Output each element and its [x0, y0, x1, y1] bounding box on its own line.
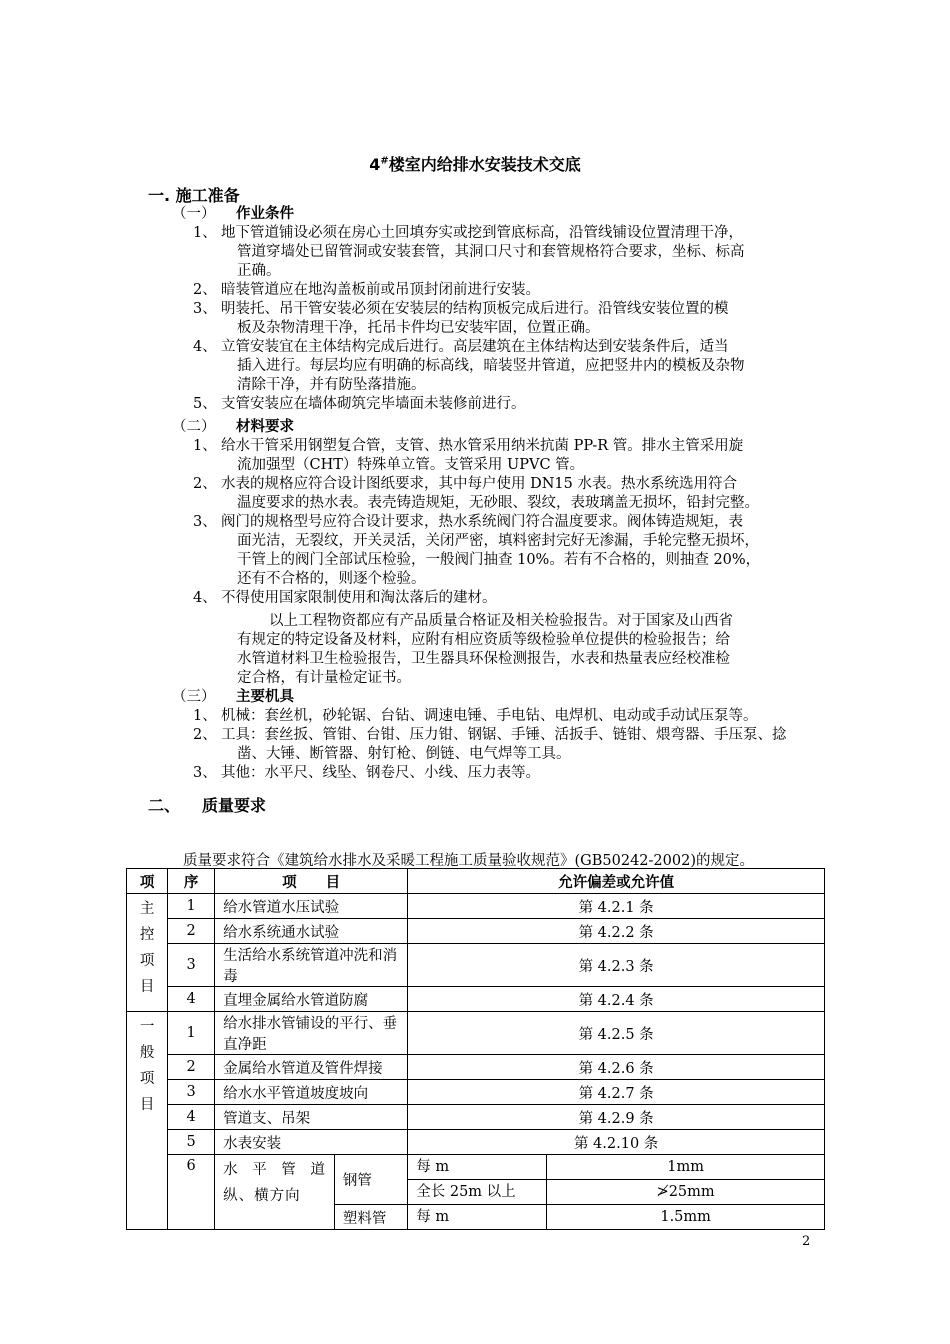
row6-sub-desc: 全长 25m 以上: [408, 1180, 547, 1204]
list-item-line: 立管安装宜在主体结构完成后进行。高层建筑在主体结构达到安装条件后，适当: [221, 339, 729, 355]
list-item: [193, 475, 813, 513]
list-item-line: 暗装管道应在地沟盖板前或吊顶封闭前进行安装。: [221, 282, 540, 298]
header-value-col: 允许偏差或允许值: [408, 869, 825, 894]
row6-steel: 钢管: [334, 1155, 407, 1205]
row-item: 生活给水系统管道冲洗和消毒: [215, 944, 408, 987]
section2-title: 质量要求: [202, 796, 267, 815]
table-row: [127, 1012, 825, 1055]
row-item: 管道支、吊架: [215, 1105, 408, 1130]
section2-label: 二、: [148, 796, 181, 815]
row-seq: 4: [168, 987, 215, 1012]
row-seq: 3: [168, 944, 215, 987]
sub2-label: （二）: [172, 419, 216, 435]
row-item: 给水水平管道坡度坡向: [215, 1080, 408, 1105]
row6-sub-desc: 每 m: [408, 1155, 547, 1179]
table-row: [127, 1105, 825, 1130]
table-header-row: [127, 869, 825, 894]
sub2-heading: [172, 418, 294, 437]
row6-item-line2: 纵、横方向: [223, 1188, 301, 1204]
list-item-line: 机械：套丝机，砂轮锯、台钻、调速电锤、手电钻、电焊机、电动或手动试压泵等。: [221, 708, 758, 724]
list-item-line: 正确。: [237, 263, 281, 279]
group-char: 般: [139, 1045, 155, 1061]
row-value: 第 4.2.1 条: [408, 894, 825, 919]
row-item: 给水系统通水试验: [215, 919, 408, 944]
list-item: [193, 764, 813, 783]
list-item-number: 1、: [193, 708, 217, 724]
general-rows: [127, 1012, 825, 1230]
list-item-line: 面光洁，无裂纹，开关灵活，关闭严密，填料密封完好无渗漏，手轮完整无损坏，: [237, 533, 759, 549]
table-row: [127, 944, 825, 987]
paragraph-line: 定合格，有计量检定证书。: [237, 670, 411, 686]
row-seq: 2: [168, 919, 215, 944]
table-row: [127, 1080, 825, 1105]
group-char: 目: [139, 979, 155, 995]
row-item: 给水管道水压试验: [215, 894, 408, 919]
row-seq: 3: [168, 1080, 215, 1105]
row-value: 第 4.2.9 条: [408, 1105, 825, 1130]
list-item: [193, 281, 813, 300]
list-item-number: 5、: [193, 396, 217, 412]
list-item-number: 1、: [193, 225, 217, 241]
row6-sub-desc: 每 m: [408, 1205, 547, 1229]
list-item-line: 温度要求的热水表。表壳铸造规矩，无砂眼、裂纹，表玻璃盖无损坏，铅封完整。: [237, 495, 759, 511]
row6-sub-value: ≯25mm: [656, 1184, 715, 1200]
list-item: [193, 224, 813, 281]
section2-heading: [148, 796, 266, 815]
title-sup: #: [380, 155, 389, 167]
list-item-line: 水表的规格应符合设计图纸要求，其中每户使用 DN15 水表。热水系统选用符合: [221, 476, 737, 492]
table-row: [127, 1055, 825, 1080]
title-prefix: 4: [369, 155, 381, 174]
list-item: [193, 707, 813, 726]
header-name-col: 项 目: [215, 869, 408, 894]
row-value: 第 4.2.6 条: [408, 1055, 825, 1080]
sub2-title: 材料要求: [236, 419, 294, 435]
list-item-line: 其他：水平尺、线坠、钢卷尺、小线、压力表等。: [221, 765, 540, 781]
row-value: 第 4.2.7 条: [408, 1080, 825, 1105]
list-item: [193, 395, 813, 414]
list-item-number: 2、: [193, 727, 217, 743]
row6-sub-value: 1mm: [667, 1159, 704, 1175]
group-char: 主: [139, 901, 155, 917]
row-value: 第 4.2.2 条: [408, 919, 825, 944]
header-item-col: 项: [127, 869, 168, 894]
list-item-line: 不得使用国家限制使用和淘汰落后的建材。: [221, 590, 497, 606]
list-item-number: 3、: [193, 301, 217, 317]
list-item: [193, 437, 813, 475]
header-seq-col: 序: [168, 869, 215, 894]
list-item-line: 工具：套丝扳、管钳、台钳、压力钳、钢锯、手锤、活扳手、链钳、煨弯器、手压泵、捻: [221, 727, 787, 743]
sub3-title: 主要机具: [236, 689, 294, 705]
quality-table: [126, 868, 825, 1230]
sub3-heading: [172, 688, 294, 707]
list-item-line: 清除干净，并有防坠落措施。: [237, 377, 426, 393]
list-item-line: 板及杂物清理干净，托吊卡件均已安装牢固，位置正确。: [237, 320, 600, 336]
table-row: [127, 1155, 825, 1180]
list-item-line: 明装托、吊干管安装必须在安装层的结构顶板完成后进行。沿管线安装位置的模: [221, 301, 729, 317]
row6-sub-cell: [408, 1180, 825, 1205]
list-item-line: 阀门的规格型号应符合设计要求，热水系统阀门符合温度要求。阀体铸造规矩，表: [221, 514, 743, 530]
list-item-line: 还有不合格的，则逐个检验。: [237, 571, 426, 587]
table-row: [127, 1130, 825, 1155]
group-char: 项: [139, 1071, 155, 1087]
list-item-number: 1、: [193, 438, 217, 454]
list-item-line: 支管安装应在墙体砌筑完毕墙面未装修前进行。: [221, 396, 526, 412]
list-item: [193, 513, 813, 589]
sub1-title: 作业条件: [236, 206, 294, 222]
row6-item-line1: 水 平 管 道: [223, 1162, 330, 1178]
list-item-line: 流加强型（CHT）特殊单立管。支管采用 UPVC 管。: [237, 457, 585, 473]
section1-heading: 一. 施工准备: [148, 186, 240, 205]
row6-item: [215, 1155, 335, 1230]
list-item-line: 给水干管采用钢塑复合管，支管、热水管采用纳米抗菌 PP-R 管。排水主管采用旋: [221, 438, 744, 454]
row-item: 水表安装: [215, 1130, 408, 1155]
list-item-line: 管道穿墙处已留管洞或安装套管，其洞口尺寸和套管规格符合要求，坐标、标高: [237, 244, 745, 260]
list-item-number: 3、: [193, 765, 217, 781]
list-item-number: 3、: [193, 514, 217, 530]
row-item: 直埋金属给水管道防腐: [215, 987, 408, 1012]
paragraph-line: 有规定的特定设备及材料，应附有相应资质等级检验单位提供的检验报告；给: [237, 632, 730, 648]
row-item: 给水排水管铺设的平行、垂直净距: [215, 1012, 408, 1055]
row-value: 第 4.2.5 条: [408, 1012, 825, 1055]
list-item: [193, 726, 813, 764]
row6-plastic: 塑料管: [334, 1205, 407, 1230]
row-seq: 4: [168, 1105, 215, 1130]
list-item: [193, 300, 813, 338]
row-value: 第 4.2.3 条: [408, 944, 825, 987]
page-number: 2: [802, 1234, 811, 1249]
row-item: 金属给水管道及管件焊接: [215, 1055, 408, 1080]
sub3-label: （三）: [172, 689, 216, 705]
quality-intro: 质量要求符合《建筑给水排水及采暖工程施工质量验收规范》(GB50242-2002)的规定。: [183, 853, 754, 869]
list-item: [193, 338, 813, 395]
table-row: [127, 987, 825, 1012]
paragraph-line: 水管道材料卫生检验报告，卫生器具环保检测报告，水表和热量表应经校准检: [237, 651, 730, 667]
list-item-line: 插入进行。每层均应有明确的标高线，暗装竖井管道，应把竖井内的模板及杂物: [237, 358, 745, 374]
row-seq: 1: [168, 894, 215, 919]
document-title: [0, 152, 950, 175]
table-row: [127, 894, 825, 919]
list-item-number: 4、: [193, 339, 217, 355]
group-char: 一: [139, 1019, 155, 1035]
list-item-line: 干管上的阀门全部试压检验，一般阀门抽查 10%。若有不合格的，则抽查 20%，: [237, 552, 761, 568]
paragraph-line: 以上工程物资都应有产品质量合格证及相关检验报告。对于国家及山西省: [269, 613, 733, 629]
group-char: 目: [139, 1097, 155, 1113]
group-general: [127, 1012, 168, 1230]
list-item-number: 2、: [193, 282, 217, 298]
sub1-heading: [172, 205, 294, 224]
row-value: 第 4.2.10 条: [408, 1130, 825, 1155]
row-seq: 2: [168, 1055, 215, 1080]
row6-sub-cell: [408, 1155, 825, 1180]
table-row: [127, 919, 825, 944]
row-seq: 6: [168, 1155, 215, 1230]
group-char: 项: [139, 953, 155, 969]
list-item-line: 地下管道铺设必须在房心土回填夯实或挖到管底标高，沿管线铺设位置清理干净，: [221, 225, 743, 241]
row-value: 第 4.2.4 条: [408, 987, 825, 1012]
row-seq: 5: [168, 1130, 215, 1155]
row-seq: 1: [168, 1012, 215, 1055]
row6-sub-cell: [408, 1205, 825, 1230]
main-control-rows: [127, 894, 825, 1012]
title-text: 楼室内给排水安装技术交底: [388, 155, 581, 174]
list-item: [193, 589, 813, 608]
group-main-control: [127, 894, 168, 1012]
list-item-number: 4、: [193, 590, 217, 606]
list-item-number: 2、: [193, 476, 217, 492]
sub1-label: （一）: [172, 206, 216, 222]
row6-sub-value: 1.5mm: [660, 1209, 711, 1225]
group-char: 控: [139, 927, 155, 943]
list-item-line: 凿、大锤、断管器、射钉枪、倒链、电气焊等工具。: [237, 746, 571, 762]
